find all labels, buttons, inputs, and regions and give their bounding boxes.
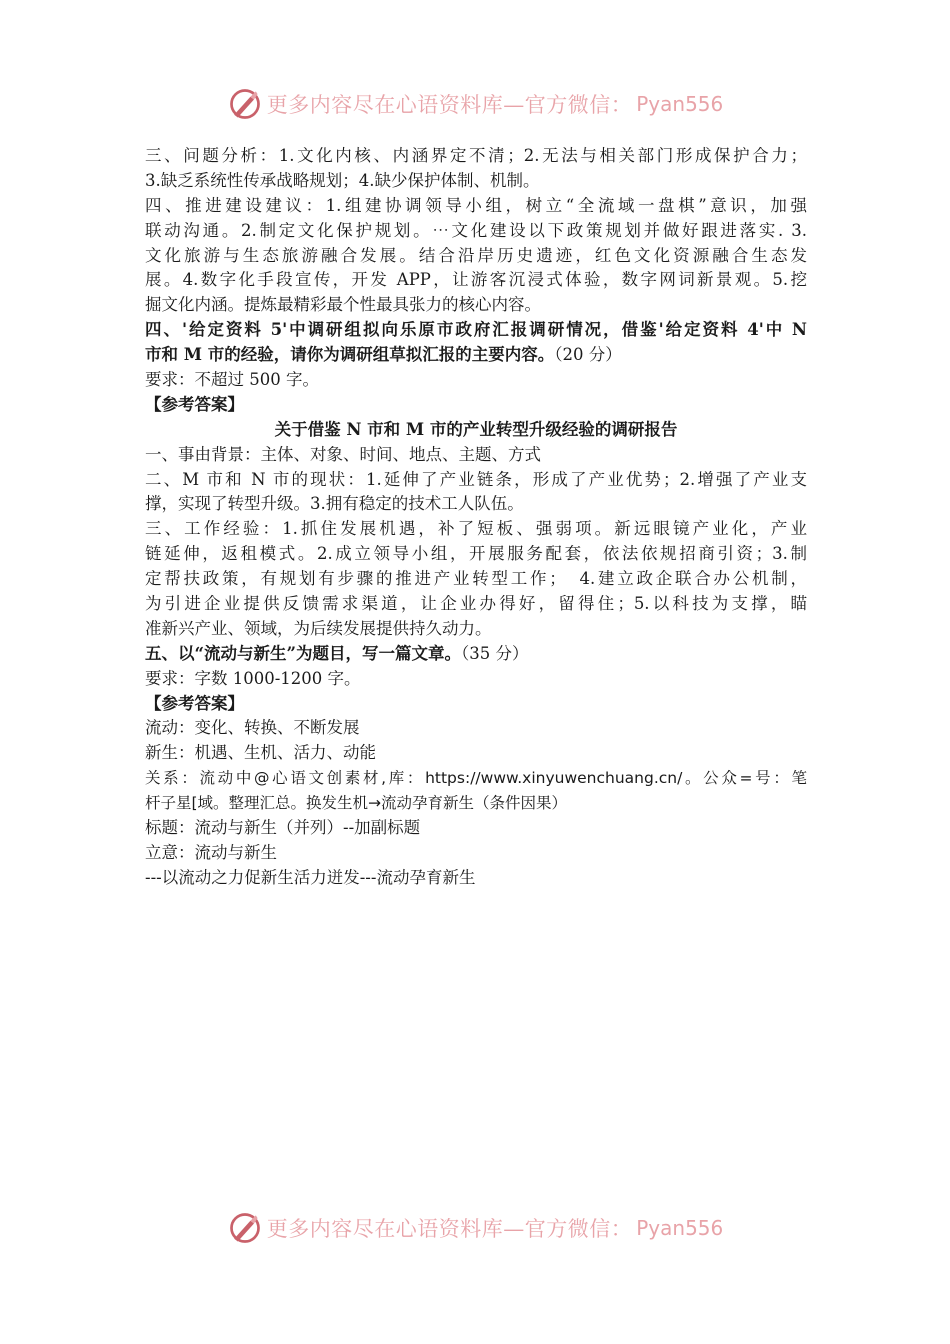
- question-score: （35 分）: [460, 643, 529, 663]
- text-line: 三、问题分析：1.文化内核、内涵界定不清；2.无法与相关部门形成保护合力；: [145, 146, 807, 165]
- text-line: 杆子星[域。整理汇总。换发生机→流动孕育新生（条件因果）: [145, 794, 568, 813]
- report-title: 关于借鉴 N 市和 M 市的产业转型升级经验的调研报告: [274, 419, 678, 439]
- text-line: ---以流动之力促新生活力迸发---流动孕育新生: [145, 867, 476, 887]
- text-line: 一、事由背景：主体、对象、时间、地点、主题、方式: [145, 444, 541, 464]
- text-line: 准新兴产业、领域，为后续发展提供持久动力。: [145, 618, 492, 638]
- watermark-text: 更多内容尽在心语资料库—官方微信：: [266, 93, 633, 117]
- requirement: 要求：不超过 500 字。: [145, 370, 319, 390]
- text-line: 立意：流动与新生: [145, 842, 277, 862]
- header-watermark: [0, 84, 950, 124]
- requirement: 要求：字数 1000-1200 字。: [145, 668, 361, 688]
- question-heading-text: 五、以“流动与新生”为题目，写一篇文章。: [145, 643, 461, 663]
- text-line: 二、M 市和 N 市的现状：1.延伸了产业链条，形成了产业优势；2.增强了产业支: [145, 469, 807, 489]
- brush-logo-icon: [227, 86, 263, 122]
- text-line: 链延伸，返租模式。2.成立领导小组，开展服务配套，依法依规招商引资；3.制: [145, 544, 807, 564]
- text-line: 四、推进建设建议：1.组建协调领导小组，树立“全流域一盘棋”意识，加强: [145, 195, 807, 215]
- brush-logo-icon: [227, 1210, 263, 1246]
- question-heading: [145, 343, 807, 368]
- question-score: （20 分）: [554, 345, 622, 365]
- text-line: 3.缺乏系统性传承战略规划；4.缺少保护体制、机制。: [145, 170, 540, 190]
- text-line: 关系：流动中@心语文创素材,库：https://www.xinyuwenchuang.cn/。公众=号：笔: [145, 769, 807, 788]
- watermark-id: Pyan556: [636, 92, 724, 116]
- text-line: 定帮扶政策，有规划有步骤的推进产业转型工作； 4.建立政企联合办公机制，: [145, 569, 807, 589]
- answer-label: 【参考答案】: [145, 693, 244, 713]
- text-line: 掘文化内涵。提炼最精彩最个性最具张力的核心内容。: [145, 295, 541, 315]
- watermark-id: Pyan556: [636, 1216, 724, 1240]
- text-line: 联动沟通。2.制定文化保护规划。⋯文化建设以下政策规划并做好跟进落实. 3.: [145, 220, 807, 240]
- text-line: 新生：机遇、生机、活力、动能: [145, 743, 376, 763]
- document-body: [145, 144, 807, 891]
- text-line: 流动：变化、转换、不断发展: [145, 718, 360, 738]
- text-line: 展。4.数字化手段宣传，开发 APP，让游客沉浸式体验，数字网词新景观。5.挖: [145, 270, 807, 290]
- text-line: 为引进企业提供反馈需求渠道，让企业办得好，留得住；5.以科技为支撑，瞄: [145, 594, 807, 614]
- text-line: 标题：流动与新生（并列）--加副标题: [145, 818, 421, 838]
- text-line: 三、工作经验：1.抓住发展机遇，补了短板、强弱项。新远眼镜产业化，产业: [145, 519, 807, 539]
- text-line: 文化旅游与生态旅游融合发展。结合沿岸历史遗迹，红色文化资源融合生态发: [145, 245, 807, 265]
- question-heading: [145, 642, 807, 667]
- answer-label: 【参考答案】: [145, 394, 244, 414]
- text-line: 撑，实现了转型升级。3.拥有稳定的技术工人队伍。: [145, 494, 524, 514]
- question-heading: 四、'给定资料 5'中调研组拟向乐原市政府汇报调研情况，借鉴'给定资料 4'中 N: [145, 320, 807, 340]
- watermark-text: 更多内容尽在心语资料库—官方微信：: [266, 1217, 633, 1241]
- question-heading-text: 市和 M 市的经验，请你为调研组草拟汇报的主要内容。: [145, 345, 555, 365]
- footer-watermark: [0, 1208, 950, 1248]
